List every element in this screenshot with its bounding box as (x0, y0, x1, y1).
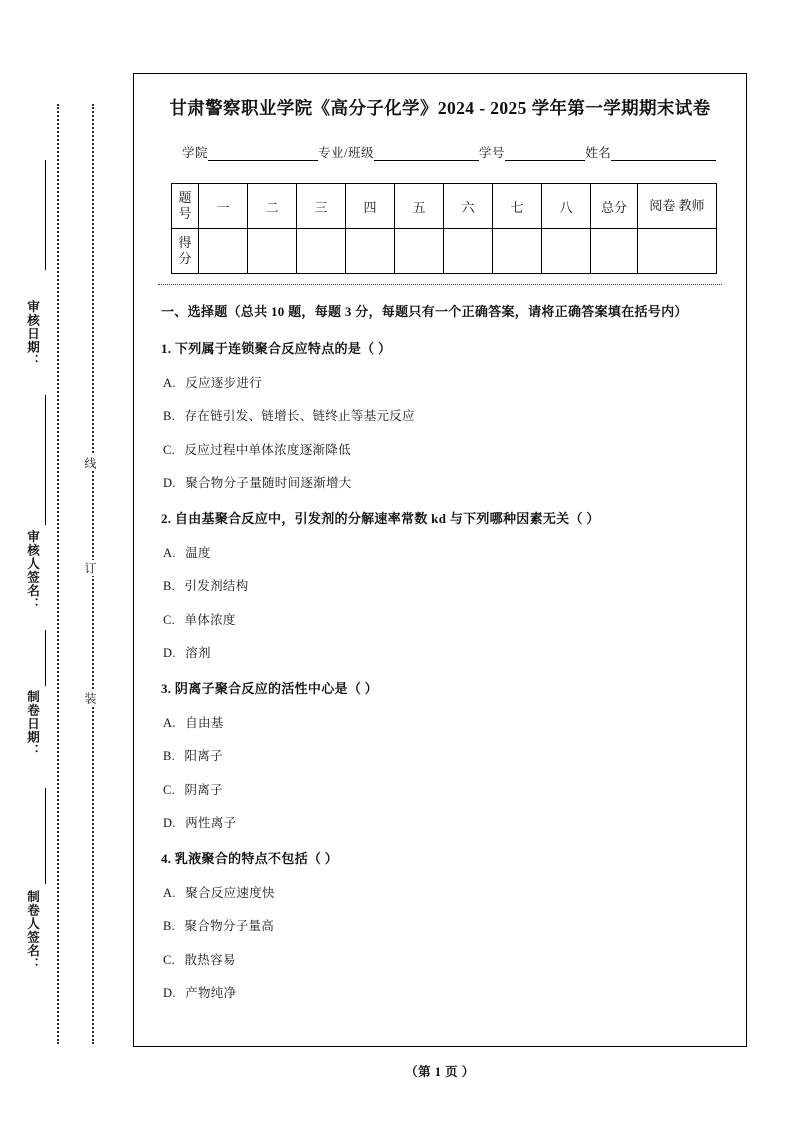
question-1-option-d[interactable] (161, 472, 720, 495)
score-cell-8[interactable] (542, 229, 591, 274)
question-2-option-d-letter: D. (163, 646, 176, 661)
question-2-option-a-text: 温度 (185, 545, 211, 560)
question-col-5: 五 (395, 184, 444, 229)
question-body (158, 299, 722, 1005)
grading-teacher-header (638, 184, 717, 229)
question-3-option-d[interactable] (161, 812, 720, 835)
exam-paper-frame (133, 73, 747, 1047)
binding-margin (0, 0, 133, 1122)
question-1-option-d-text: 聚合物分子量随时间逐渐增大 (185, 476, 352, 491)
question-3-option-a-letter: A. (163, 715, 176, 730)
question-col-8: 八 (542, 184, 591, 229)
question-1 (161, 337, 720, 361)
question-1-option-b-text: 存在链引发、链增长、链终止等基元反应 (184, 409, 415, 424)
binding-dotted-line-outer (57, 104, 59, 1044)
question-3-number: 3. (161, 680, 172, 696)
question-2-option-a-letter: A. (163, 545, 176, 560)
question-4-option-a[interactable] (161, 882, 720, 905)
binding-rule-3 (45, 630, 46, 686)
question-col-2: 二 (248, 184, 297, 229)
question-4-option-c-text: 散热容易 (184, 952, 236, 967)
binding-rule-1 (45, 160, 46, 270)
question-4-number: 4. (161, 850, 172, 866)
question-col-3: 三 (297, 184, 346, 229)
seal-mark-pack: 装 (83, 692, 97, 704)
score-table (171, 183, 717, 274)
score-cell-1[interactable] (199, 229, 248, 274)
question-1-option-a-letter: A. (163, 375, 176, 390)
table-row-scores (172, 229, 717, 274)
question-2-option-d-text: 溶剂 (185, 646, 211, 661)
question-3-option-c-text: 阴离子 (184, 782, 223, 797)
student-id-label: 学号 (478, 146, 505, 161)
question-4-option-d[interactable] (161, 982, 720, 1005)
question-2-number: 2. (161, 510, 172, 526)
question-3-text: 阴离子聚合反应的活性中心是（ ） (174, 680, 378, 696)
question-1-option-c[interactable] (161, 439, 720, 462)
question-1-option-a[interactable] (161, 372, 720, 395)
total-score-cell[interactable] (591, 229, 638, 274)
college-label: 学院 (182, 146, 209, 161)
seal-mark-bind: 订 (83, 562, 97, 574)
student-info-line (158, 143, 722, 161)
auditor-signature-label: 审核人签名： (25, 530, 40, 611)
score-cell-6[interactable] (444, 229, 493, 274)
question-3-option-a-text: 自由基 (185, 715, 224, 730)
question-2 (161, 507, 720, 531)
question-4-option-a-letter: A. (163, 885, 176, 900)
question-3-option-b[interactable] (161, 745, 720, 768)
question-1-text: 下列属于连锁聚合反应特点的是（ ） (174, 340, 392, 356)
exam-paper-content (134, 74, 746, 1046)
question-4-text: 乳液聚合的特点不包括（ ） (174, 850, 339, 866)
question-4-option-c[interactable] (161, 949, 720, 972)
section-heading-1: 一、选择题（总共 10 题，每题 3 分，每题只有一个正确答案，请将正确答案填在括号内） (161, 304, 688, 320)
question-4-option-d-letter: D. (163, 986, 176, 1001)
question-col-4: 四 (346, 184, 395, 229)
score-cell-5[interactable] (395, 229, 444, 274)
seal-mark-line: 线 (83, 457, 97, 469)
question-2-text: 自由基聚合反应中，引发剂的分解速率常数 kd 与下列哪种因素无关（ ） (174, 510, 600, 526)
question-2-option-c-text: 单体浓度 (184, 612, 236, 627)
student-id-input[interactable] (505, 147, 585, 161)
question-4-option-c-letter: C. (163, 952, 176, 967)
page-footer: （第 1 页 ） (405, 1065, 475, 1079)
question-1-number: 1. (161, 340, 172, 356)
question-4-option-b[interactable] (161, 915, 720, 938)
question-2-option-a[interactable] (161, 542, 720, 565)
question-4 (161, 847, 720, 871)
student-name-label: 姓名 (585, 146, 612, 161)
question-3-option-b-letter: B. (163, 749, 176, 764)
question-1-option-a-text: 反应逐步进行 (185, 375, 263, 390)
question-1-option-c-text: 反应过程中单体浓度逐渐降低 (184, 442, 351, 457)
question-2-option-b-letter: B. (163, 579, 176, 594)
question-col-7: 七 (493, 184, 542, 229)
college-input[interactable] (208, 147, 318, 161)
row-header-question-number (172, 184, 199, 229)
question-3-option-a[interactable] (161, 712, 720, 735)
question-col-1: 一 (199, 184, 248, 229)
grading-teacher-line-1: 阅卷 (649, 197, 676, 213)
grading-teacher-cell[interactable] (638, 229, 717, 274)
major-class-input[interactable] (374, 147, 479, 161)
question-2-option-d[interactable] (161, 642, 720, 665)
question-2-option-b-text: 引发剂结构 (184, 579, 249, 594)
question-3-option-d-letter: D. (163, 816, 176, 831)
question-1-option-c-letter: C. (163, 442, 176, 457)
page-title: 甘肃警察职业学院《高分子化学》2024 - 2025 学年第一学期期末试卷 (169, 98, 711, 118)
question-2-option-c[interactable] (161, 609, 720, 632)
question-3-option-c-letter: C. (163, 782, 176, 797)
table-row-question-numbers (172, 184, 717, 229)
question-1-option-b-letter: B. (163, 409, 176, 424)
question-4-option-b-letter: B. (163, 919, 176, 934)
row-header-char-1: 题 (178, 190, 192, 206)
question-1-option-b[interactable] (161, 405, 720, 428)
score-cell-4[interactable] (346, 229, 395, 274)
score-cell-2[interactable] (248, 229, 297, 274)
question-2-option-b[interactable] (161, 575, 720, 598)
paper-made-date-label: 制卷日期： (25, 690, 40, 758)
score-header-char-1: 得 (178, 235, 192, 251)
row-header-char-2: 号 (178, 206, 192, 222)
row-header-score (172, 229, 199, 274)
score-cell-3[interactable] (297, 229, 346, 274)
question-3-option-c[interactable] (161, 779, 720, 802)
binding-rule-4 (45, 788, 46, 884)
question-col-6: 六 (444, 184, 493, 229)
student-name-input[interactable] (611, 147, 716, 161)
question-4-option-d-text: 产物纯净 (185, 986, 237, 1001)
question-1-option-d-letter: D. (163, 476, 176, 491)
audit-date-label: 审核日期： (25, 300, 40, 368)
total-score-header: 总分 (591, 184, 638, 229)
score-header-char-2: 分 (178, 251, 192, 267)
score-table-container (158, 183, 722, 274)
question-3-option-d-text: 两性离子 (185, 816, 237, 831)
major-class-label: 专业/班级 (318, 146, 375, 161)
question-2-option-c-letter: C. (163, 612, 176, 627)
question-4-option-b-text: 聚合物分子量高 (184, 919, 275, 934)
question-3 (161, 677, 720, 701)
grading-teacher-line-2: 教师 (678, 197, 705, 213)
question-4-option-a-text: 聚合反应速度快 (185, 885, 275, 900)
binding-rule-2 (45, 395, 46, 525)
section-divider (158, 284, 722, 285)
paper-maker-signature-label: 制卷人签名： (25, 890, 40, 971)
score-cell-7[interactable] (493, 229, 542, 274)
question-3-option-b-text: 阳离子 (184, 749, 223, 764)
